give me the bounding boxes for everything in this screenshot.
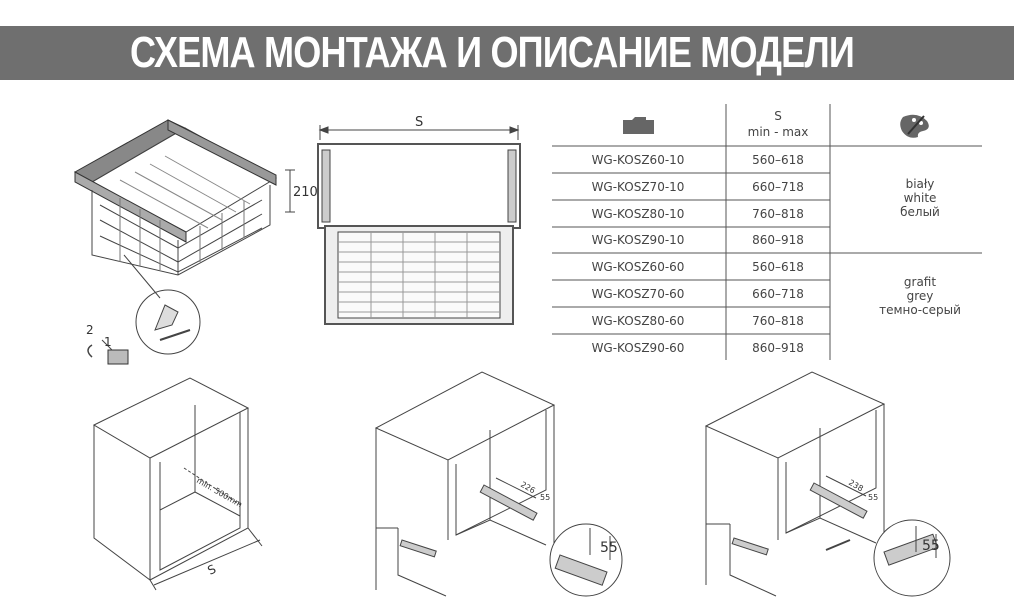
row-4-size: 860–918 <box>752 233 804 247</box>
cabinet-2-detail-label: 55 <box>600 540 618 556</box>
color-white-pl: biały <box>905 177 935 191</box>
color-grey-ru: темно-серый <box>879 303 961 317</box>
cabinet-1-depth-label: min. 500mm <box>195 475 244 510</box>
cabinet-2-dim-label: 226 <box>519 479 537 496</box>
step-2-label: 2 <box>86 323 94 337</box>
row-6-size: 660–718 <box>752 287 804 301</box>
row-2-model: WG-KOSZ70-10 <box>591 180 685 194</box>
cabinet-1-drawing <box>94 378 262 590</box>
color-group-grey <box>879 275 961 317</box>
folder-icon <box>623 117 654 134</box>
row-1-size: 560–618 <box>752 153 804 167</box>
cabinet-3-small-label: 55 <box>868 493 879 502</box>
size-header-range: min - max <box>747 125 809 139</box>
top-view-drawing <box>318 125 520 324</box>
page-title: СХЕМА МОНТАЖА И ОПИСАНИЕ МОДЕЛИ <box>129 28 855 77</box>
step-1-label: 1 <box>104 335 112 349</box>
cabinet-2-drawing <box>376 372 622 596</box>
cabinet-2-small-label: 55 <box>540 493 551 502</box>
color-group-white <box>900 177 940 219</box>
row-6-model: WG-KOSZ70-60 <box>591 287 685 301</box>
color-white-ru: белый <box>900 205 940 219</box>
row-8-size: 860–918 <box>752 341 804 355</box>
row-4-model: WG-KOSZ90-10 <box>591 233 685 247</box>
row-5-model: WG-KOSZ60-60 <box>591 260 685 274</box>
cabinet-3-drawing <box>706 372 950 596</box>
color-grey-en: grey <box>906 289 934 303</box>
row-5-size: 560–618 <box>752 260 804 274</box>
row-8-model: WG-KOSZ90-60 <box>591 341 685 355</box>
row-3-size: 760–818 <box>752 207 804 221</box>
model-table <box>552 104 982 360</box>
row-7-model: WG-KOSZ80-60 <box>591 314 685 328</box>
basket-height-label: 210 <box>293 185 318 200</box>
basket-drawing <box>75 120 295 364</box>
color-white-en: white <box>903 191 937 205</box>
table-rows <box>592 153 804 355</box>
cabinet-3-detail-label: 55 <box>922 538 940 554</box>
row-3-model: WG-KOSZ80-10 <box>591 207 685 221</box>
color-grey-pl: grafit <box>903 275 937 289</box>
top-view-width-label: S <box>415 115 424 130</box>
size-header-s: S <box>774 109 782 123</box>
row-7-size: 760–818 <box>752 314 804 328</box>
cabinet-3-dim-label: 238 <box>847 477 865 494</box>
row-2-size: 660–718 <box>752 180 804 194</box>
row-1-model: WG-KOSZ60-10 <box>591 153 685 167</box>
palette-icon <box>900 115 929 138</box>
cabinet-1-width-label: S <box>205 561 219 578</box>
